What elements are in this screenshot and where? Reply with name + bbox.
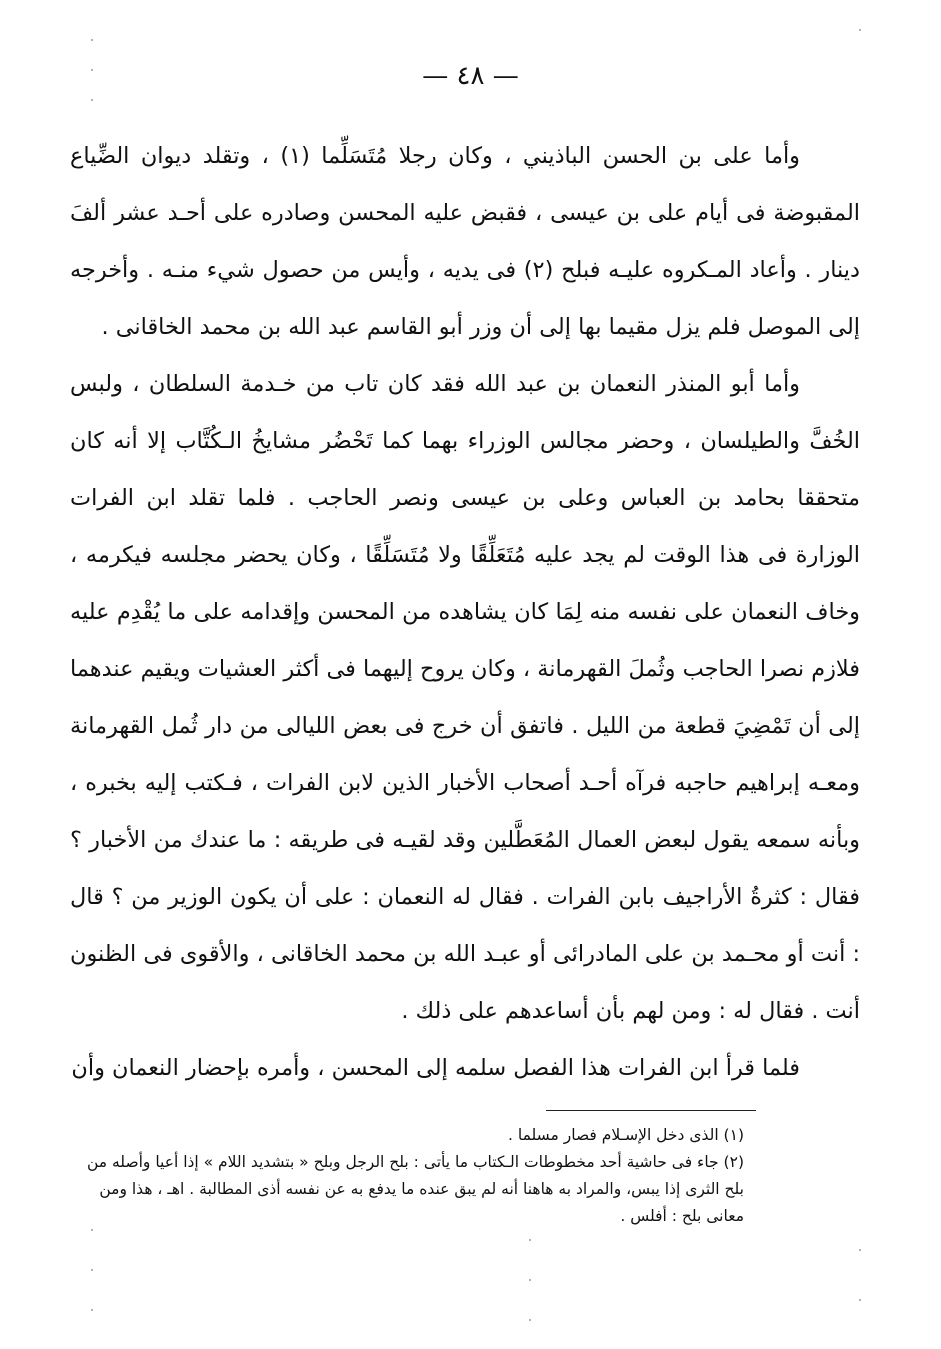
- page-number: — ٤٨ —: [422, 61, 519, 91]
- footnote-1: (١) الذى دخل الإسـلام فصار مسلما .: [508, 1126, 744, 1144]
- footnotes: [80, 1122, 756, 1230]
- paragraph-2: وأما أبو المنذر النعمان بن عبد الله فقد كان تاب من خـدمة السلطان ، ولبس الخُفَّ والطيلسان ، وحضر مجالس الوزراء بهما كما تَحْضُر مشايخُ الـكُتَّاب إلا أنه كان متحققا بحامد بن العباس وعلى بن عيسى ونصر الحاجب . فلما تقلد ابن الفرات الوزارة فى هذا الوقت لم يجد عليه مُتَعَلِّقًا ولا مُتَسَلِّقًا ، وكان يحضر مجلسه فيكرمه ، وخاف النعمان على نفسه منه لِمَا كان يشاهده من المحسن وإقدامه على ما يُقْدِم عليه فلازم نصرا الحاجب وثُملَ القهرمانة ، وكان يروح إليهما فى أكثر العشيات ويقيم عندهما إلى أن تَمْضِيَ قطعة من الليل . فاتفق أن خرج فى بعض الليالى من دار ثُمل القهرمانة ومعـه إبراهيم حاجبه فرآه أحـد أصحاب الأخبار الذين لابن الفرات ، فـكتب إليه بخبره ، وبأنه سمعه يقول لبعض العمال المُعَطَّلين وقد لقيـه فى طريقه : ما عندك من الأخبار ؟ فقال : كثرةُ الأراجيف بابن الفرات . فقال له النعمان : على أن يكون الوزير من ؟ قال : أنت أو محـمد بن على المادرائى أو عبـد الله بن محمد الخاقانى ، والأقوى فى الظنون أنت . فقال له : ومن لهم بأن أساعدهم على ذلك .: [70, 371, 860, 1024]
- paragraph-1: وأما على بن الحسن الباذيني ، وكان رجلا مُتَسَلِّما (١) ، وتقلد ديوان الضِّياع المقبوضة فى أيام على بن عيسى ، فقبض عليه المحسن وصادره على أحـد عشر ألفَ دينار . وأعاد المـكروه عليـه فبلح (٢) فى يديه ، وأيس من حصول شيء منـه . وأخرجه إلى الموصل فلم يزل مقيما بها إلى أن وزر أبو القاسم عبد الله بن محمد الخاقانى .: [70, 143, 860, 340]
- footnote-separator: [546, 1110, 756, 1111]
- paragraph-3: فلما قرأ ابن الفرات هذا الفصل سلمه إلى المحسن ، وأمره بإحضار النعمان وأن: [71, 1055, 800, 1081]
- main-text: [70, 128, 860, 1097]
- footnote-2: (٢) جاء فى حاشية أحد مخطوطات الـكتاب ما يأتى : بلح الرجل وبلح « بتشديد اللام » إذا أعيا وأصله من بلح الثرى إذا يبس، والمراد به هاهنا أنه لم يبق عنده ما يدفع به عن نفسه أذى المطالبة . اهـ ، هذا ومن معانى بلح : أفلس .: [86, 1153, 744, 1225]
